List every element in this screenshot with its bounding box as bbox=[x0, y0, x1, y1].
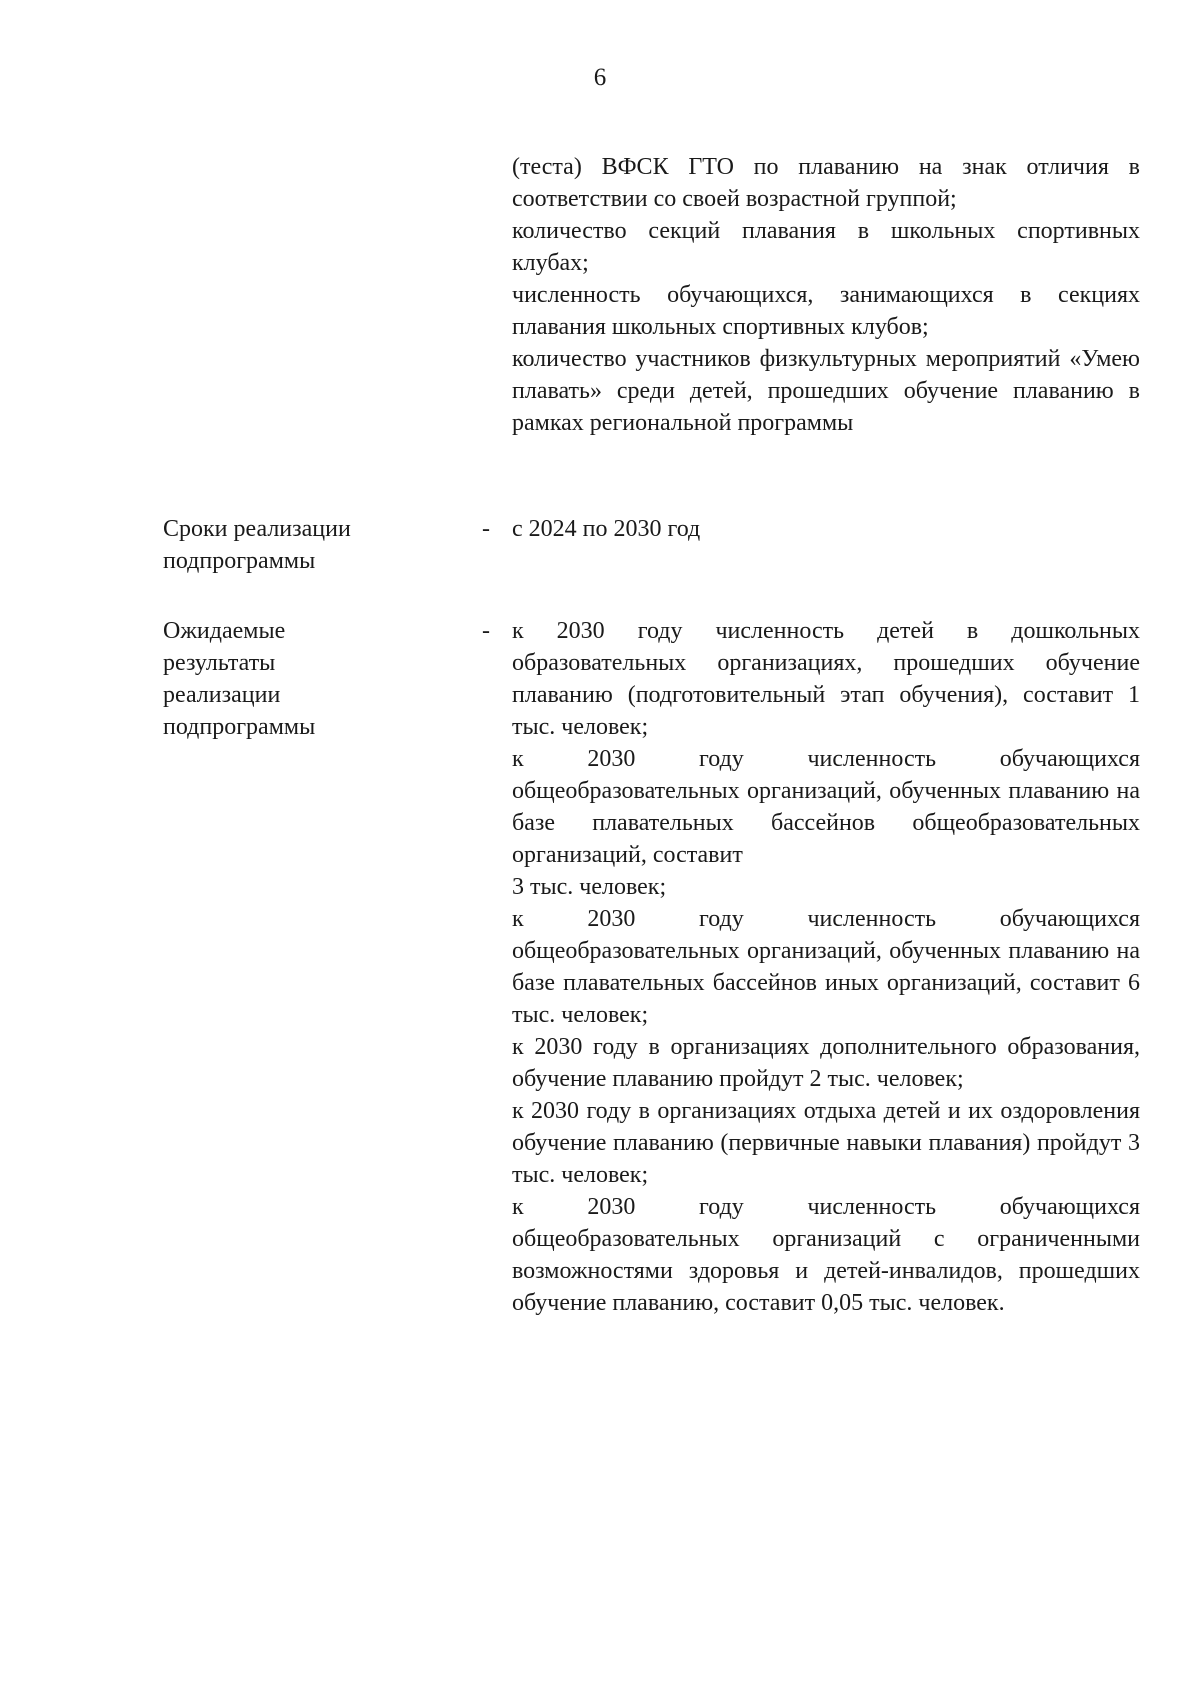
results-label-line: подпрограммы bbox=[163, 714, 316, 740]
continuation-item: количество участников физкультурных мероприятий «Умею плавать» среди детей, прошедших обучение плаванию в рамках региональной программы bbox=[512, 346, 1140, 436]
results-dash: - bbox=[482, 618, 490, 644]
continuation-item: численность обучающихся, занимающихся в секциях плавания школьных спортивных клубов; bbox=[512, 282, 1140, 340]
results-label bbox=[163, 615, 403, 743]
result-item: к 2030 году в организациях дополнительного образования, обучение плаванию пройдут 2 тыс. человек; bbox=[512, 1034, 1140, 1092]
result-item: к 2030 году численность обучающихся общеобразовательных организаций с ограниченными возможностями здоровья и детей-инвалидов, прошедших обучение плаванию, составит 0,05 тыс. человек. bbox=[512, 1194, 1140, 1316]
result-item: к 2030 году численность детей в дошкольных образовательных организациях, прошедших обучение плаванию (подготовительный этап обучения), составит 1 тыс. человек; bbox=[512, 618, 1140, 740]
sroki-value-block bbox=[512, 513, 1140, 545]
sroki-label bbox=[163, 513, 403, 577]
continuation-block bbox=[512, 151, 1140, 439]
result-item: к 2030 году численность обучающихся общеобразовательных организаций, обученных плаванию на базе плавательных бассейнов общеобразовательных организаций, составит bbox=[512, 746, 1140, 868]
results-label-line: Ожидаемые bbox=[163, 618, 286, 644]
result-item: 3 тыс. человек; bbox=[512, 874, 667, 900]
results-label-line: результаты bbox=[163, 650, 276, 676]
result-item: к 2030 году в организациях отдыха детей и их оздоровления обучение плаванию (первичные навыки плавания) пройдут 3 тыс. человек; bbox=[512, 1098, 1140, 1188]
sroki-dash: - bbox=[482, 516, 490, 542]
sroki-value: с 2024 по 2030 год bbox=[512, 516, 701, 542]
results-label-line: реализации bbox=[163, 682, 281, 708]
continuation-item: количество секций плавания в школьных спортивных клубах; bbox=[512, 218, 1140, 276]
sroki-label-line: Сроки реализации bbox=[163, 516, 351, 542]
results-list bbox=[512, 615, 1140, 1319]
page-number: 6 bbox=[593, 64, 607, 91]
result-item: к 2030 году численность обучающихся общеобразовательных организаций, обученных плаванию на базе плавательных бассейнов иных организаций, составит 6 тыс. человек; bbox=[512, 906, 1140, 1028]
continuation-item: (теста) ВФСК ГТО по плаванию на знак отличия в соответствии со своей возрастной группой; bbox=[512, 154, 1140, 212]
sroki-label-line: подпрограммы bbox=[163, 548, 316, 574]
